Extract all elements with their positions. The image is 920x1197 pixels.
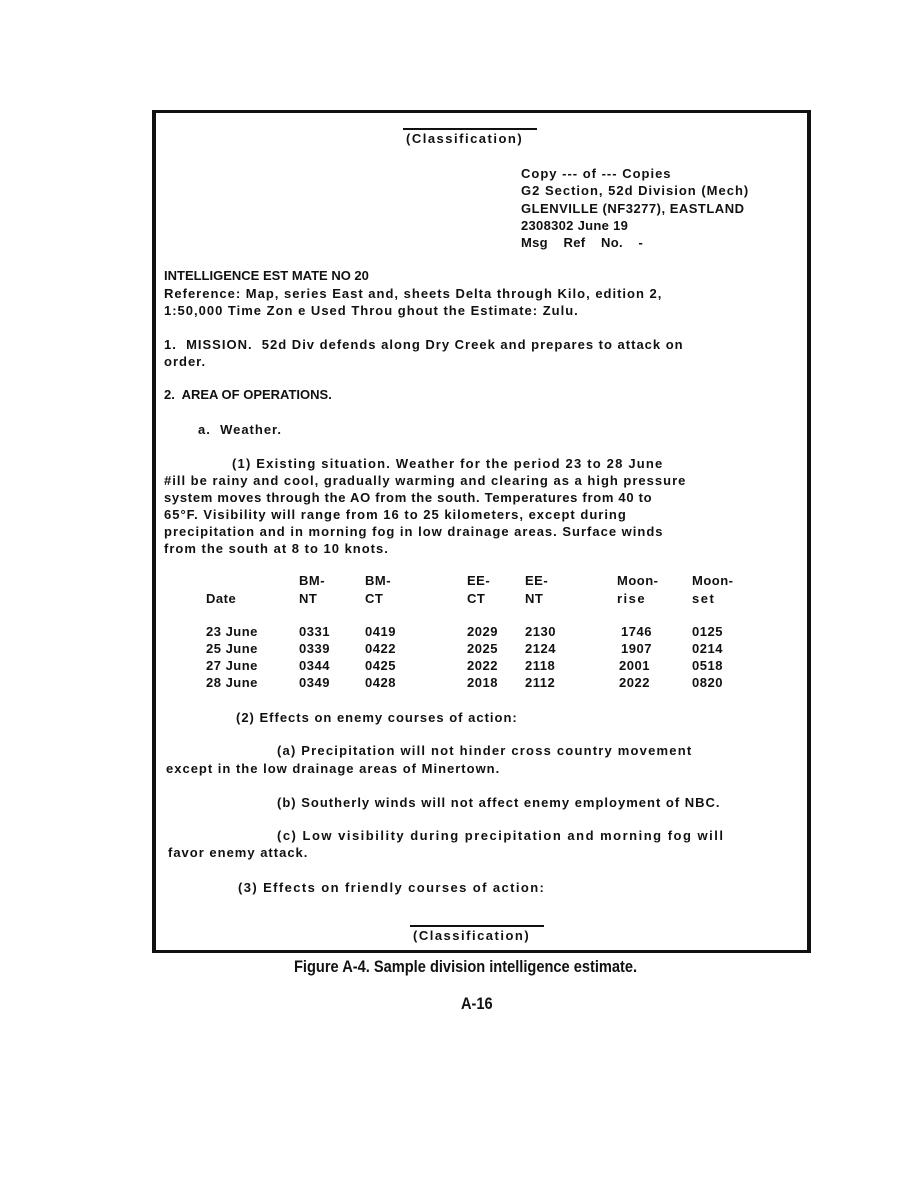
row-4-eent: 2112 <box>525 675 556 690</box>
th-date: Date <box>206 591 237 606</box>
effects-friendly-heading: (3) Effects on friendly courses of action: <box>238 880 546 895</box>
row-4-date: 28 June <box>206 675 258 690</box>
existing-line-6: from the south at 8 to 10 knots. <box>164 541 389 556</box>
existing-line-2: #ill be rainy and cool, gradually warming and clearing as a high pressure <box>164 473 687 488</box>
page-number: A-16 <box>461 994 493 1013</box>
th-bmct-top: BM- <box>365 573 392 588</box>
classification-top: (Classification) <box>406 131 524 146</box>
th-moonrise-bottom: rise <box>617 591 647 606</box>
th-eect-bottom: CT <box>467 591 486 606</box>
existing-line-4: 65°F. Visibility will range from 16 to 25 kilometers, except during <box>164 507 627 522</box>
row-1-bmct: 0419 <box>365 624 396 639</box>
row-2-bmnt: 0339 <box>299 641 330 656</box>
header-section: G2 Section, 52d Division (Mech) <box>521 183 750 198</box>
row-1-date: 23 June <box>206 624 258 639</box>
existing-line-1: (1) Existing situation. Weather for the period 23 to 28 June <box>232 456 664 471</box>
row-2-date: 25 June <box>206 641 258 656</box>
row-2-bmct: 0422 <box>365 641 396 656</box>
row-1-eent: 2130 <box>525 624 556 639</box>
figure-caption: Figure A-4. Sample division intelligence estimate. <box>294 957 638 976</box>
row-3-moonset: 0518 <box>692 658 723 673</box>
row-3-moonrise: 2001 <box>619 658 650 673</box>
row-4-bmnt: 0349 <box>299 675 330 690</box>
row-2-eect: 2025 <box>467 641 498 656</box>
classification-line-bottom <box>410 925 544 927</box>
th-bmnt-top: BM- <box>299 573 326 588</box>
row-4-eect: 2018 <box>467 675 498 690</box>
row-4-bmct: 0428 <box>365 675 396 690</box>
row-1-moonset: 0125 <box>692 624 723 639</box>
reference-line-1: Reference: Map, series East and, sheets Delta through Kilo, edition 2, <box>164 286 663 301</box>
th-eent-top: EE- <box>525 573 549 588</box>
existing-line-5: precipitation and in morning fog in low drainage areas. Surface winds <box>164 524 664 539</box>
classification-bottom: (Classification) <box>413 928 531 943</box>
row-3-eect: 2022 <box>467 658 498 673</box>
row-3-eent: 2118 <box>525 658 556 673</box>
effect-b: (b) Southerly winds will not affect enemy employment of NBC. <box>277 795 721 810</box>
effect-c-line-2: favor enemy attack. <box>168 845 309 860</box>
classification-line-top <box>403 128 537 130</box>
th-eent-bottom: NT <box>525 591 544 606</box>
th-bmnt-bottom: NT <box>299 591 318 606</box>
effect-a-line-1: (a) Precipitation will not hinder cross country movement <box>277 743 693 758</box>
header-copy: Copy --- of --- Copies <box>521 166 672 181</box>
row-4-moonrise: 2022 <box>619 675 650 690</box>
row-3-bmnt: 0344 <box>299 658 330 673</box>
th-moonset-top: Moon- <box>692 573 734 588</box>
th-eect-top: EE- <box>467 573 491 588</box>
th-bmct-bottom: CT <box>365 591 384 606</box>
row-3-date: 27 June <box>206 658 258 673</box>
mission-line-2: order. <box>164 354 207 369</box>
row-2-moonrise: 1907 <box>621 641 652 656</box>
document-title: INTELLIGENCE EST MATE NO 20 <box>164 268 369 283</box>
header-msg-ref: Msg Ref No. - <box>521 235 644 250</box>
th-moonrise-top: Moon- <box>617 573 659 588</box>
row-3-bmct: 0425 <box>365 658 396 673</box>
header-location: GLENVILLE (NF3277), EASTLAND <box>521 201 745 216</box>
row-1-bmnt: 0331 <box>299 624 330 639</box>
row-4-moonset: 0820 <box>692 675 723 690</box>
header-dtg: 2308302 June 19 <box>521 218 629 233</box>
effects-enemy-heading: (2) Effects on enemy courses of action: <box>236 710 518 725</box>
row-2-eent: 2124 <box>525 641 556 656</box>
mission-line-1: 1. MISSION. 52d Div defends along Dry Creek and prepares to attack on <box>164 337 684 352</box>
area-of-operations: 2. AREA OF OPERATIONS. <box>164 387 332 402</box>
row-2-moonset: 0214 <box>692 641 723 656</box>
weather-heading: a. Weather. <box>198 422 283 437</box>
row-1-eect: 2029 <box>467 624 498 639</box>
th-moonset-bottom: set <box>692 591 716 606</box>
row-1-moonrise: 1746 <box>621 624 652 639</box>
existing-line-3: system moves through the AO from the south. Temperatures from 40 to <box>164 490 653 505</box>
reference-line-2: 1:50,000 Time Zon e Used Throu ghout the Estimate: Zulu. <box>164 303 579 318</box>
effect-c-line-1: (c) Low visibility during precipitation and morning fog will <box>277 828 725 843</box>
effect-a-line-2: except in the low drainage areas of Minertown. <box>166 761 501 776</box>
